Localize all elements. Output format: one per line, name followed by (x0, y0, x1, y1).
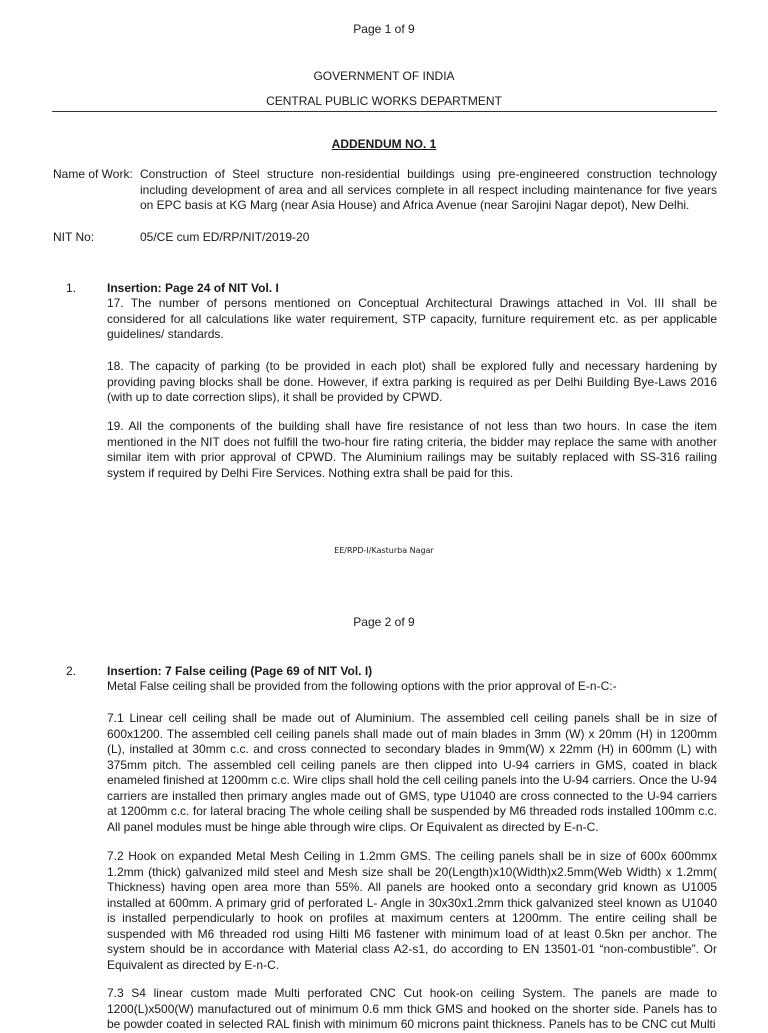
item-1-para-17: 17. The number of persons mentioned on Conceptual Architectural Drawings attached in Vol. III shall be considered for all calculations like water requirement, STP capacity, furniture requirement etc. as per applicable guidelines/ standards. (107, 296, 717, 341)
page-number-2: Page 2 of 9 (353, 615, 415, 629)
government-heading: GOVERNMENT OF INDIA (313, 69, 455, 83)
item-2-para-7-3: 7.3 S4 linear custom made Multi perforated CNC Cut hook-on ceiling System. The panels are made to 1200(L)x500(W) manufactured out of minimum 0.6 mm thick GMS and hooked on the shorter side. Panels has to be powder coated in selected RAL finish with minimum 60 microns paint thickness. Panels has to be CNC cut Multi (107, 986, 717, 1031)
item-1-para-19: 19. All the components of the building shall have fire resistance of not less than two hours. In case the item mentioned in the NIT does not fulfill the two-hour fire rating criteria, the bidder may replace the same with another similar item with prior approval of CPWD. The Aluminium railings may be suitably replaced with SS-316 railing system if required by Delhi Fire Services. Nothing extra shall be paid for this. (107, 419, 717, 480)
item-2-intro: Metal False ceiling shall be provided from the following options with the prior approval of E-n-C:- (107, 679, 617, 693)
item-2-number: 2. (66, 664, 77, 678)
department-heading: CENTRAL PUBLIC WORKS DEPARTMENT (266, 94, 502, 108)
item-1-heading: Insertion: Page 24 of NIT Vol. I (107, 281, 279, 295)
name-of-work-text: Construction of Steel structure non-residential buildings using pre-engineered construction technology including development of area and all services complete in all respect including maintenance for five years on EPC basis at KG Marg (near Asia House) and Africa Avenue (near Sarojini Nagar depot), New Delhi. (140, 167, 717, 212)
addendum-title: ADDENDUM NO. 1 (331, 137, 437, 151)
item-2-para-7-2: 7.2 Hook on expanded Metal Mesh Ceiling in 1.2mm GMS. The ceiling panels shall be in size of 600x 600mmx 1.2mm (thick) galvanized mild steel and Mesh size shall be 20(Length)x10(Width)x2.5mm(Web Width) x 1.2mm( Thickness) having open area more than 55%. All panels are hooked onto a secondary grid known as U1005 installed at 600mm. A primary grid of perforated L- Angle in 30x30x1.2mm thick galvanized steel known as U1040 is installed perpendicularly to hook on profiles at maximum centers at 1200mm. The entire ceiling shall be suspended with M6 threaded rod using Hilti M6 fastener with minimum load of at least 0.5kn per anchor. The system should be in accordance with Material class A2-s1, do according to EN 13501-01 “non-combustible”. Or Equivalent as directed by E-n-C. (107, 849, 717, 972)
header-divider (52, 111, 717, 112)
item-2-heading: Insertion: 7 False ceiling (Page 69 of NIT Vol. I) (107, 664, 373, 678)
page-number-1: Page 1 of 9 (353, 22, 415, 36)
item-1-number: 1. (66, 281, 77, 295)
item-1-para-18: 18. The capacity of parking (to be provided in each plot) shall be explored fully and necessary hardening by providing paving blocks shall be done. However, if extra parking is required as per Delhi Building Bye-Laws 2016 (with up to date correction slips), it shall be provided by CPWD. (107, 359, 717, 404)
name-of-work-label: Name of Work: (53, 167, 133, 181)
nit-label: NIT No: (53, 230, 95, 244)
item-2-para-7-1: 7.1 Linear cell ceiling shall be made out of Aluminium. The assembled cell ceiling panels shall be in size of 600x1200. The assembled cell ceiling panels shall made out of main blades in 3mm (W) x 20mm (H) in 1200mm (L), installed at 30mm c.c. and cross connected to secondary blades in 9mm(W) x 22mm (H) in 600mm (L) with 375mm pitch. The assembled cell ceiling panels are then clipped into U-94 carriers in GMS, coated in black enameled finished at 1200mm c.c. Wire clips shall hold the cell ceiling panels into the U-94 carriers. Once the U-94 carriers are installed then primary angles made out of GMS, type U1040 are cross connected to the U-94 carriers at 1200mm c.c. for lateral bracing The whole ceiling shall be suspended by M6 threaded rods installed 100mm c.c. All panel modules must be hinge able through wire clips. Or Equivalent as directed by E-n-C. (107, 711, 717, 834)
nit-value: 05/CE cum ED/RP/NIT/2019-20 (140, 230, 310, 244)
page-footer: EE/RPD-I/Kasturba Nagar (334, 546, 434, 555)
